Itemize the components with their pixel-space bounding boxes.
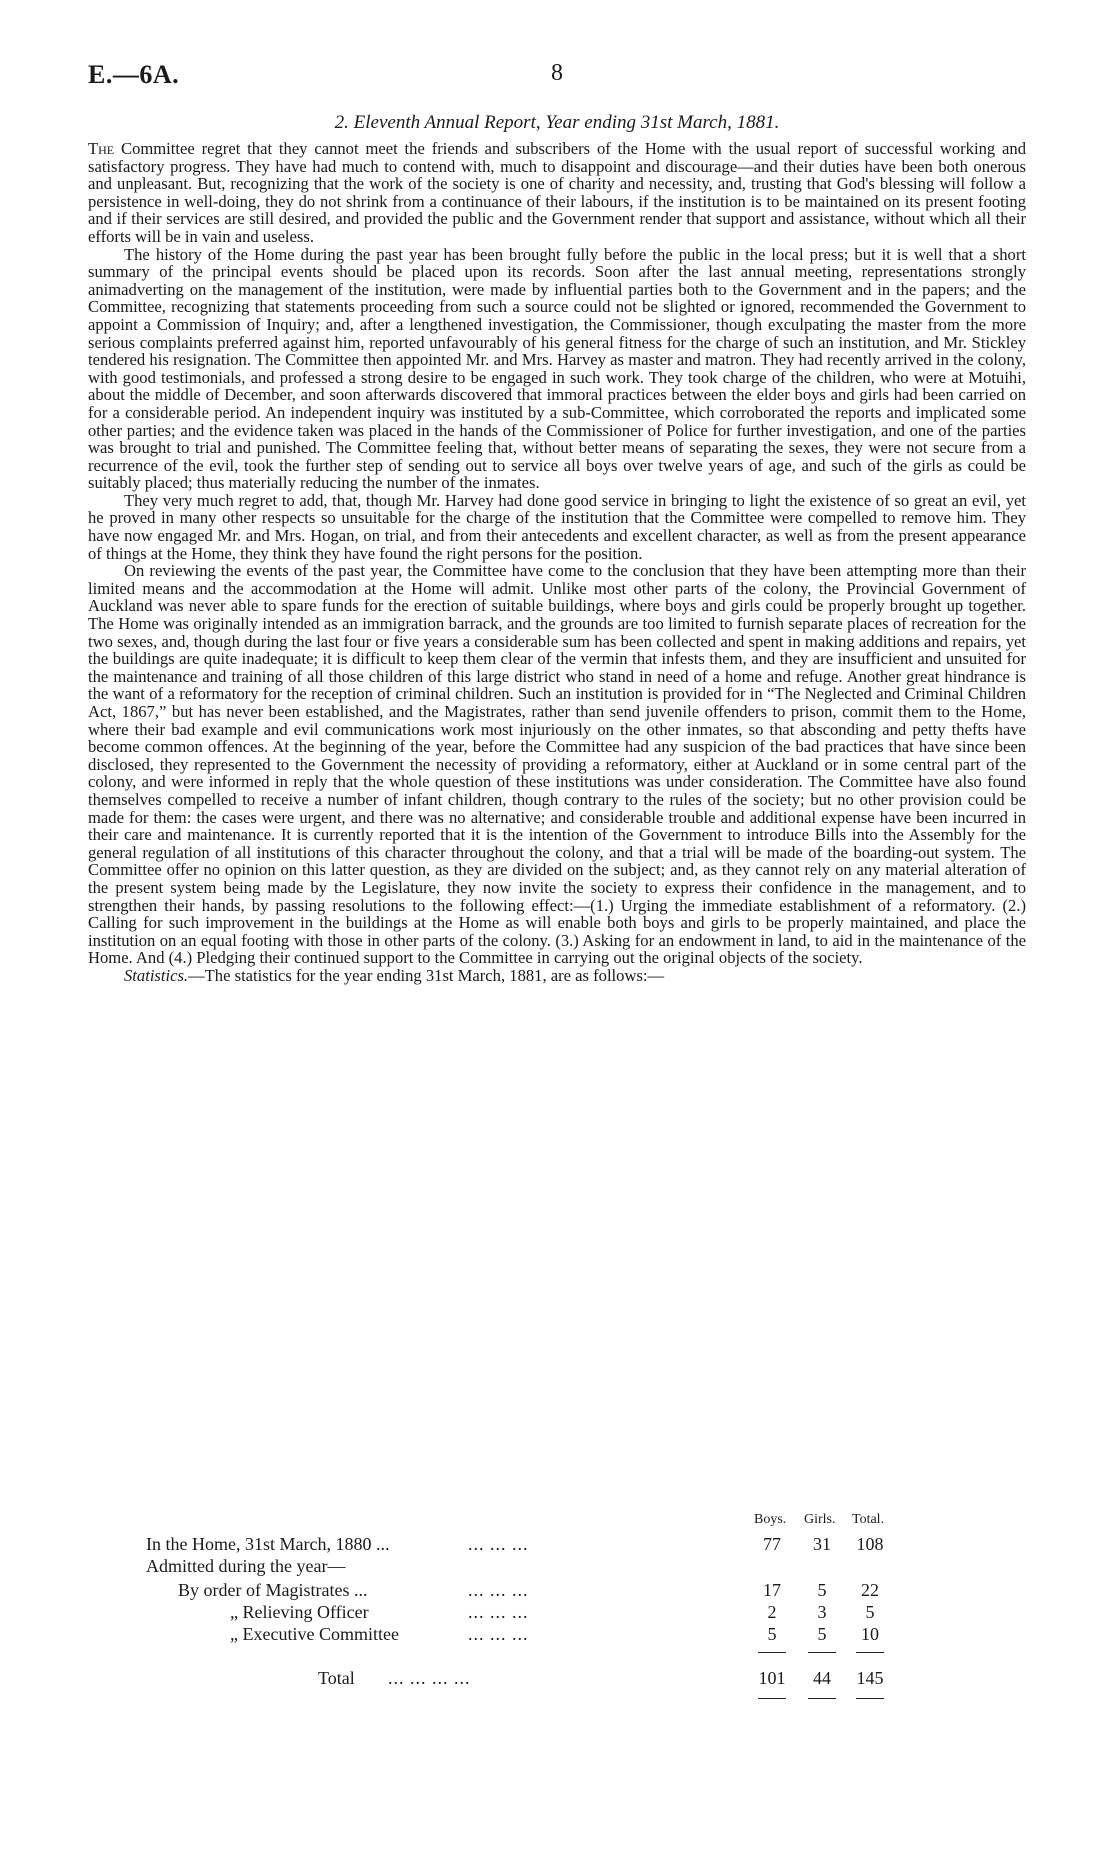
column-header-total: Total. <box>852 1512 885 1527</box>
cell-total: 5 <box>865 1602 875 1622</box>
subtotal-rule-total <box>856 1652 884 1653</box>
paragraph-1-lead: The <box>88 139 115 158</box>
table-row <box>88 1580 1026 1602</box>
row-leader-dots: ... ... ... <box>468 1602 529 1622</box>
total-rule-girls <box>808 1698 836 1699</box>
total-boys: 101 <box>758 1668 786 1688</box>
total-label: Total <box>318 1668 355 1688</box>
table-row <box>88 1602 1026 1624</box>
row-label: Admitted during the year— <box>146 1556 346 1576</box>
total-leader-dots: ... ... ... ... <box>388 1668 471 1688</box>
paragraph-2: The history of the Home during the past year has been brought fully before the public in the local press; but it is well that a short summary of the principal events should be placed upon its records. Soon after the last annual meeting, representations strongly animadverting on the management of the institution, were made by influential parties both to the Government and in the papers; and the Committee, recognizing that statements proceeding from such a source could not be slighted or ignored, recommended the Government to appoint a Commission of Inquiry; and, after a lengthened investigation, the Commissioner, though exculpating the master from the more serious complaints preferred against him, reported unfavourably of his general fitness for the charge of such an institution, and Mr. Stickley tendered his resignation. The Committee then appointed Mr. and Mrs. Harvey as master and matron. They had recently arrived in the colony, with good testimonials, and professed a strong desire to be engaged in such work. They took charge of the children, who were at Motuihi, about the middle of December, and soon afterwards discovered that immoral practices between the elder boys and girls had been carried on for a considerable period. An independent inquiry was instituted by a sub-Committee, which corroborated the reports and implicated some other parties; and the evidence taken was placed in the hands of the Commissioner of Police for further investigation, and one of the parties was brought to trial and punished. The Committee feeling that, without better means of separating the sexes, they were not secure from a recurrence of the evil, took the further step of sending out to service all boys over twelve years of age, and such of the girls as could be suitably placed; thus materially reducing the number of the inmates. <box>88 244 1026 493</box>
cell-boys: 2 <box>767 1602 777 1622</box>
total-total: 145 <box>856 1668 884 1688</box>
cell-girls: 5 <box>817 1580 827 1600</box>
cell-total: 22 <box>861 1580 879 1600</box>
report-body <box>88 140 1026 985</box>
row-label: In the Home, 31st March, 1880 ... <box>146 1534 390 1554</box>
document-reference: E.—6A. <box>88 60 180 89</box>
cell-girls: 31 <box>813 1534 831 1554</box>
column-header-boys: Boys. <box>754 1512 787 1527</box>
statistics-intro-text: —The statistics for the year ending 31st March, 1881, are as follows:— <box>188 965 665 985</box>
cell-total: 10 <box>861 1624 879 1644</box>
paragraph-3: They very much regret to add, that, though Mr. Harvey had done good service in bringing to light the existence of so great an evil, yet he proved in many other respects so unsuitable for the charge of the institution that the Committee were compelled to remove him. They have now engaged Mr. and Mrs. Hogan, on trial, and from their antecedents and excellent character, as well as from the present appearance of things at the Home, they think they have found the right persons for the position. <box>88 490 1026 563</box>
subtotal-rule-girls <box>808 1652 836 1653</box>
cell-boys: 5 <box>767 1624 777 1644</box>
table-row <box>88 1534 1026 1556</box>
total-rule-total <box>856 1698 884 1699</box>
subtotal-rule-boys <box>758 1652 786 1653</box>
total-girls: 44 <box>813 1668 831 1688</box>
column-header-girls: Girls. <box>804 1512 836 1527</box>
page-header <box>88 60 1026 100</box>
statistics-intro <box>88 967 1026 985</box>
cell-boys: 77 <box>763 1534 781 1554</box>
paragraph-1 <box>88 140 1026 246</box>
row-label: „ Executive Committee <box>230 1624 399 1644</box>
cell-boys: 17 <box>763 1580 781 1600</box>
statistics-label: Statistics. <box>124 965 189 985</box>
report-title: 2. Eleventh Annual Report, Year ending 31st March, 1881. <box>334 112 780 133</box>
table-row <box>88 1624 1026 1646</box>
page-number: 8 <box>551 60 563 86</box>
paragraph-1-text: Committee regret that they cannot meet the friends and subscribers of the Home with the usual report of successful working and satisfactory progress. They have had much to contend with, much to disappoint and discourage—and their duties have been both onerous and unpleasant. But, recognizing that the work of the society is one of charity and necessity, and, trusting that God's blessing will follow a persistence in well-doing, they do not shrink from a continuance of their labours, if the institution is to be maintained on its present footing and if their services are still desired, and provided the public and the Government render that support and assistance, without which all their efforts will be in vain and useless. <box>88 139 1026 246</box>
cell-girls: 5 <box>817 1624 827 1644</box>
cell-total: 108 <box>856 1534 884 1554</box>
row-label: „ Relieving Officer <box>230 1602 369 1622</box>
cell-girls: 3 <box>817 1602 827 1622</box>
row-label: By order of Magistrates ... <box>178 1580 368 1600</box>
total-rule-boys <box>758 1698 786 1699</box>
row-leader-dots: ... ... ... <box>468 1534 529 1554</box>
row-leader-dots: ... ... ... <box>468 1624 529 1644</box>
row-leader-dots: ... ... ... <box>468 1580 529 1600</box>
total-row <box>88 1668 1026 1690</box>
paragraph-4: On reviewing the events of the past year, the Committee have come to the conclusion that they have been attempting more than their limited means and the accommodation at the Home will admit. Unlike most other parts of the colony, the Provincial Government of Auckland was never able to spare funds for the erection of suitable buildings, where boys and girls could be properly brought up together. The Home was originally intended as an immigration barrack, and the grounds are too limited to furnish separate places of recreation for the two sexes, and, though during the last four or five years a considerable sum has been collected and spent in making additions and repairs, yet the buildings are quite inadequate; it is difficult to keep them clear of the vermin that infests them, and they are insufficient and unsuited for the maintenance and training of all those children of this large district who stand in need of a home and refuge. Another great hindrance is the want of a reformatory for the reception of criminal children. Such an institution is provided for in “The Neglected and Criminal Children Act, 1867,” but has never been established, and the Magistrates, rather than send juvenile offenders to prison, commit them to the Home, where their bad example and evil communications work most injuriously on the other inmates, so that absconding and petty thefts have become common offences. At the beginning of the year, before the Committee had any suspicion of the bad practices that have since been disclosed, they represented to the Government the necessity of providing a reformatory, either at Auckland or in some central part of the colony, and were informed in reply that the whole question of these institutions was under consideration. The Committee have also found themselves compelled to receive a number of infant children, though contrary to the rules of the society; but no other provision could be made for them: the cases were urgent, and there was no alternative; and considerable trouble and additional expense have been incurred in their care and maintenance. It is currently reported that it is the intention of the Government to introduce Bills into the Assembly for the general regulation of all institutions of this character throughout the colony, and that a trial will be made of the boarding-out system. The Committee offer no opinion on this latter question, as they are divided on the subject; and, as they cannot rely on any material alteration of the present system being made by the Legislature, they now invite the society to express their confidence in the management, and to strengthen their hands, by passing resolutions to the following effect:—(1.) Urging the immediate establishment of a reformatory. (2.) Calling for such improvement in the buildings at the Home as will enable both boys and girls to be properly maintained, and place the institution on an equal footing with those in other parts of the colony. (3.) Asking for an endowment in land, to aid in the maintenance of the Home. And (4.) Pledging their continued support to the Committee in carrying out the original objects of the society. <box>88 561 1026 968</box>
table-row <box>88 1556 1026 1578</box>
